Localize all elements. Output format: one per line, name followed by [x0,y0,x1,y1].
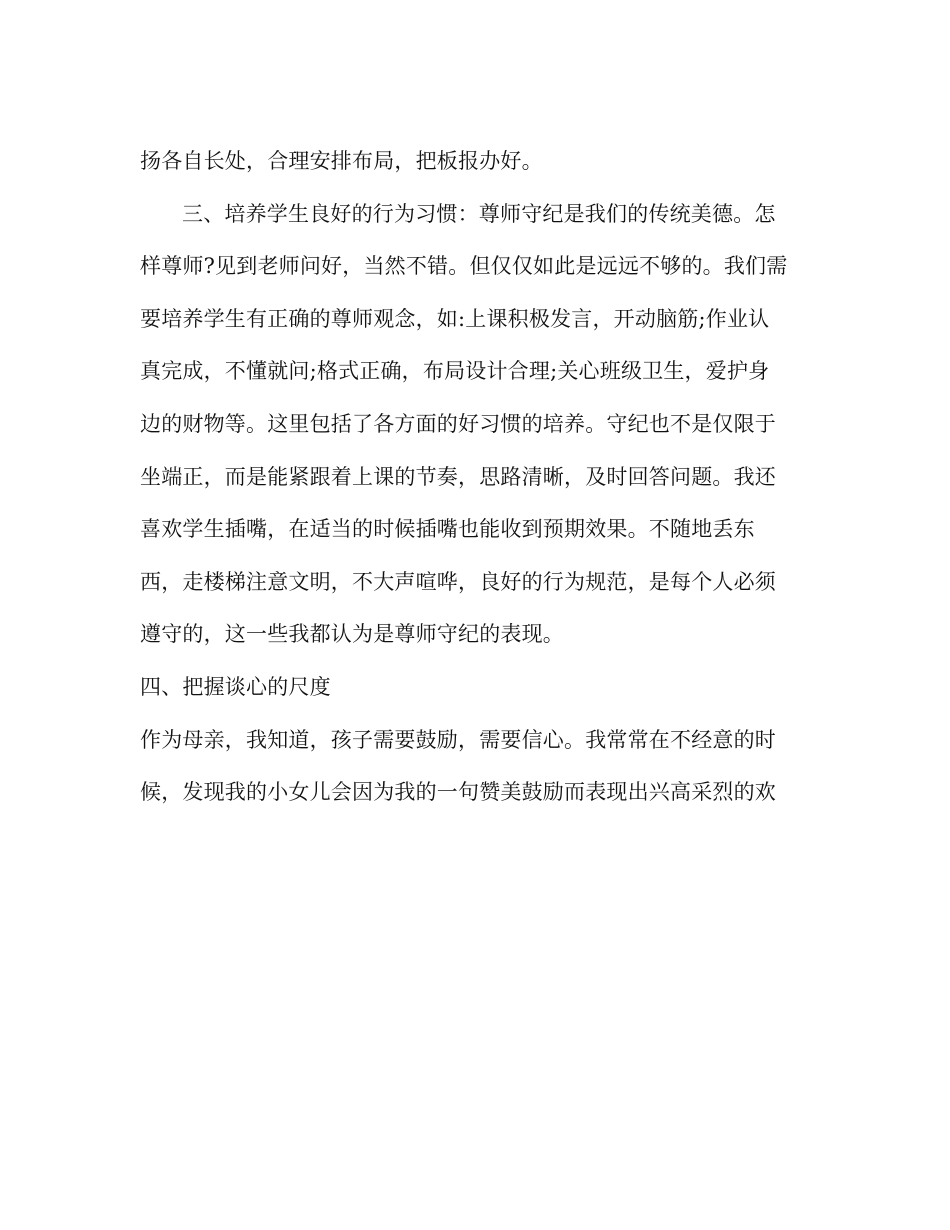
text-line: 喜欢学生插嘴，在适当的时候插嘴也能收到预期效果。不随地丢东 [140,517,755,542]
text-line: 扬各自长处，合理安排布局，把板报办好。 [140,149,543,173]
text-line: 样尊师?见到老师问好，当然不错。但仅仅如此是远远不够的。我们需 [140,254,788,279]
text-line: 作为母亲，我知道，孩子需要鼓励，需要信心。我常常在不经意的时 [140,727,776,752]
text-line: 真完成，不懂就问;格式正确，布局设计合理;关心班级卫生，爱护身 [140,359,770,384]
body-text [140,135,810,819]
text-line: 遵守的，这一些我都认为是尊师守纪的表现。 [140,622,564,647]
text-line: 候，发现我的小女儿会因为我的一句赞美鼓励而表现出兴高采烈的欢 [140,780,776,805]
section-3-paragraph: 三、培养学生良好的行为习惯：尊师守纪是我们的传统美德。怎 [182,201,776,226]
text-line: 边的财物等。这里包括了各方面的好习惯的培养。守纪也不是仅限于 [140,411,776,436]
text-line: 西，走楼梯注意文明，不大声喧哗，良好的行为规范，是每个人必须 [140,569,776,594]
section-4-heading: 四、把握谈心的尺度 [140,674,331,699]
text-line: 要培养学生有正确的尊师观念，如:上课积极发言，开动脑筋;作业认 [140,306,770,331]
text-line: 坐端正，而是能紧跟着上课的节奏，思路清晰，及时回答问题。我还 [140,464,776,489]
